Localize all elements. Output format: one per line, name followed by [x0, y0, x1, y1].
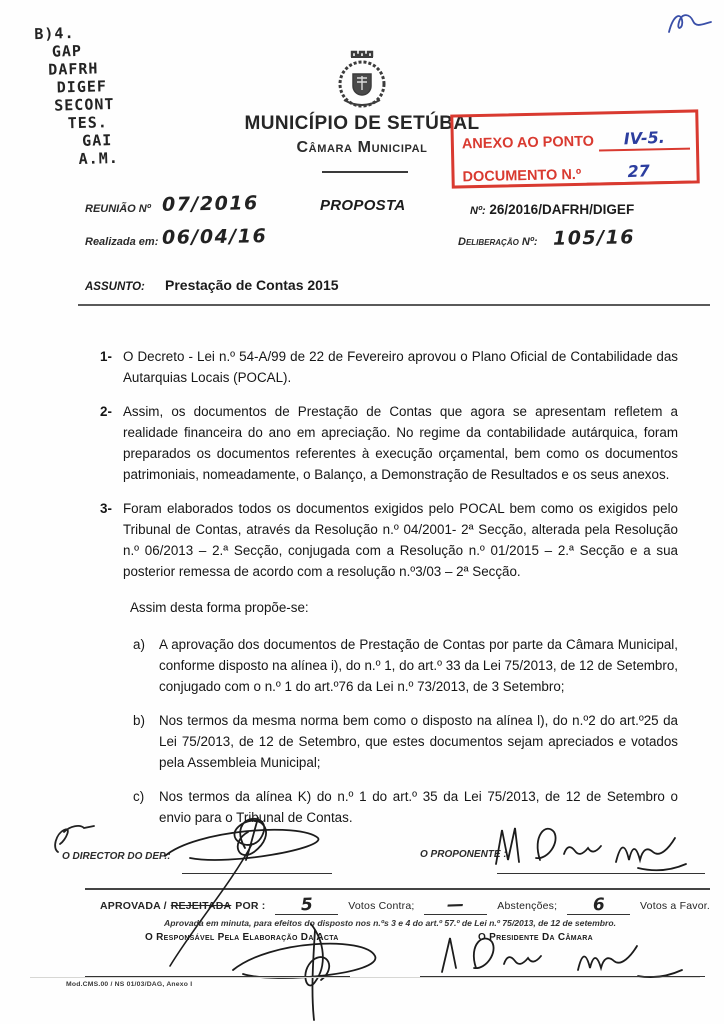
note-line: DAFRH	[48, 59, 99, 79]
document-number	[470, 202, 634, 217]
proponente-signature-line	[497, 873, 705, 874]
abstencoes-value: —	[447, 894, 465, 916]
item-text: Nos termos da alínea K) do n.º 1 do art.º 35 da Lei 75/2013, de 12 de Setembro o envio para o Tribunal de Contas.	[159, 789, 678, 825]
proponente-signature	[488, 816, 703, 874]
item-text: Nos termos da mesma norma bem como o disposto na alínea l), do n.º2 do art.º25 da Lei 75/2013, de 12 de Setembro, que estes documentos sejam apreciados e votados pela Assembleia Municipal;	[159, 713, 678, 770]
votos-favor-blank	[567, 896, 630, 915]
item-letter: a)	[133, 637, 145, 652]
assunto-label: ASSUNTO:	[85, 281, 145, 293]
votes-divider	[85, 888, 710, 890]
stamp-documento-label: DOCUMENTO N.º	[462, 166, 582, 186]
votos-favor-label: Votos a Favor.	[640, 900, 710, 912]
proposta-title: PROPOSTA	[320, 197, 406, 214]
deliberacao-handwritten: 105/16	[552, 226, 636, 250]
note-line: GAP	[51, 41, 83, 61]
presidente-signature	[428, 928, 703, 980]
por-label: POR :	[235, 900, 266, 912]
note-line: SECONT	[54, 95, 115, 115]
numero-label: Nº:	[470, 205, 486, 217]
initials-paraph-icon	[663, 8, 715, 40]
header-divider	[322, 171, 408, 173]
note-line: B)4.	[34, 24, 75, 44]
form-model-reference: Mod.CMS.00 / NS 01/03/DAG, Anexo I	[66, 981, 193, 988]
paragraph-number: 3-	[100, 501, 112, 516]
document-body	[100, 346, 678, 841]
note-line: A.M.	[78, 148, 119, 168]
abstencoes-label: Abstenções;	[497, 900, 558, 912]
reuniao-label: REUNIÃO Nº	[85, 203, 151, 215]
proposal-item-b	[133, 710, 678, 773]
paragraph-number: 1-	[100, 349, 112, 364]
annex-stamp	[450, 109, 699, 188]
acta-label: O Responsável Pela Elaboração Da Acta	[145, 932, 339, 943]
department-title: Câmara Municipal	[296, 139, 428, 156]
director-signature	[150, 808, 350, 888]
subject-divider	[78, 304, 710, 306]
numero-value: 26/2016/DAFRH/DIGEF	[489, 202, 635, 217]
deliberacao-value	[553, 227, 635, 249]
paragraph-number: 2-	[100, 404, 112, 419]
item-letter: c)	[133, 789, 145, 804]
realizada-value	[162, 226, 267, 248]
presidente-signature-line	[420, 976, 705, 977]
abstencoes-blank	[424, 896, 487, 915]
item-text: A aprovação dos documentos de Prestação de Contas por parte da Câmara Municipal, conforme disposto na alínea i), do n.º 1, do art.º 33 da Lei 75/2013, de 12 de Setembro, conjugado com o n.º 1 do art.º76 da Lei n.º 73/2013, de 3 Setembro;	[159, 637, 678, 694]
paragraph-3	[100, 498, 678, 582]
acta-signature-line	[85, 976, 350, 977]
voting-row	[100, 896, 710, 915]
acta-signature	[215, 922, 405, 1022]
aprovada-label: APROVADA /	[100, 900, 167, 912]
item-letter: b)	[133, 713, 145, 728]
proposal-intro: Assim desta forma propõe-se:	[130, 600, 309, 615]
director-signature-line	[182, 873, 332, 874]
paragraph-2	[100, 401, 678, 485]
votos-contra-value: 5	[300, 894, 314, 916]
stamp-documento-value: 27	[626, 161, 650, 182]
realizada-label: Realizada em:	[85, 236, 159, 248]
realizada-handwritten: 06/04/16	[161, 225, 268, 249]
note-line: TES.	[67, 113, 109, 133]
municipality-title: MUNICÍPIO DE SETÚBAL	[244, 113, 480, 134]
reuniao-value	[162, 193, 259, 215]
rejeitada-label-struck: REJEITADA	[170, 900, 232, 912]
minuta-note: Aprovada em minuta, para efeitos do disposto nos n.ºs 3 e 4 do art.º 57.º de Lei n.º 75/2013, de 12 de setembro.	[164, 918, 616, 928]
votos-contra-blank	[275, 896, 338, 915]
proposal-item-a	[133, 634, 678, 697]
votos-favor-value: 6	[592, 894, 605, 916]
presidente-label: O Presidente Da Câmara	[478, 932, 593, 943]
paragraph-text: Assim, os documentos de Prestação de Contas que agora se apresentam refletem a realidade financeira do ano em apreciação. No regime da contabilidade autárquica, foram preparados os documentos referentes à execução orçamental, bem como os documentos patrimoniais, nomeadamente, o Balanço, a Demonstração de Resultados e os seus anexos.	[123, 404, 678, 482]
deliberacao-label: Deliberação Nº:	[458, 236, 538, 248]
reuniao-handwritten: 07/2016	[161, 192, 259, 216]
paragraph-text: Foram elaborados todos os documentos exigidos pelo POCAL bem como os exigidos pelo Tribunal de Contas, através da Resolução n.º 04/2001- 2ª Secção, alterada pela Resolução n.º 06/2013 – 2.ª Secção, conjugada com a Resolução n.º 01/2015 – 2.ª Secção e a sua posterior remessa de acordo com a resolução n.º3/03 – 2ª Secção.	[123, 501, 678, 579]
director-label: O DIRECTOR DO DEP.:	[62, 851, 171, 862]
paragraph-1	[100, 346, 678, 388]
note-line: GAI	[81, 131, 113, 150]
stamp-documento-blank	[586, 161, 691, 185]
paragraph-text: O Decreto - Lei n.º 54-A/99 de 22 de Fevereiro aprovou o Plano Oficial de Contabilidade das Autarquias Locais (POCAL).	[123, 349, 678, 385]
stamp-anexo-value: IV-5.	[623, 127, 666, 149]
setubal-coat-of-arms-icon	[0, 48, 724, 119]
note-line: DIGEF	[56, 77, 108, 97]
proponente-label: O PROPONENTE :	[420, 849, 507, 860]
assunto-value: Prestação de Contas 2015	[165, 277, 339, 293]
stamp-anexo-label: ANEXO AO PONTO	[461, 133, 595, 153]
votos-contra-label: Votos Contra;	[348, 900, 415, 912]
stamp-anexo-blank	[599, 128, 690, 152]
